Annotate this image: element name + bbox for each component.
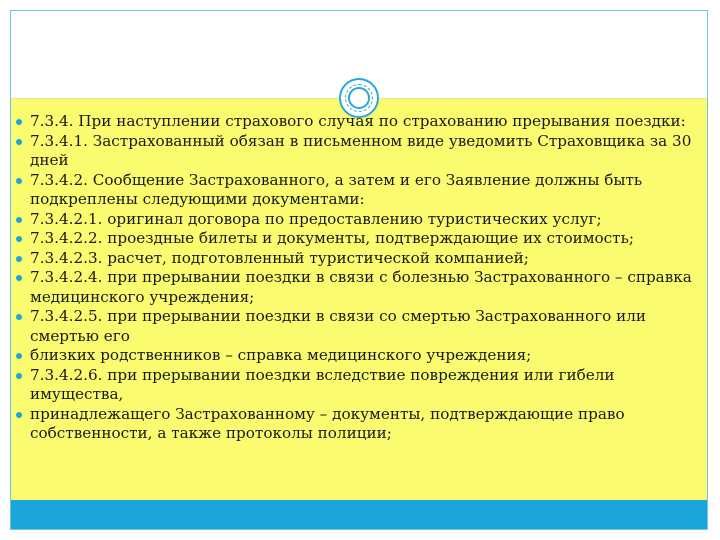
list-item-text: 7.3.4.2.5. при прерывании поездки в связи со смертью Застрахованного или смертью его [30, 307, 647, 345]
bullet-dot-icon [16, 373, 22, 379]
list-item [11, 229, 701, 249]
bullet-dot-icon [16, 314, 22, 320]
bullet-list [11, 112, 701, 444]
list-item [11, 171, 701, 210]
list-item [11, 346, 701, 366]
list-item [11, 405, 701, 444]
list-item-text: 7.3.4.2.1. оригинал договора по предоставлению туристических услуг; [30, 209, 602, 228]
bullet-dot-icon [16, 275, 22, 281]
list-item-text: 7.3.4.2. Сообщение Застрахованного, а затем и его Заявление должны быть подкреплены следующими документами: [30, 170, 643, 208]
footer-bar [11, 500, 707, 529]
bullet-dot-icon [16, 353, 22, 359]
bullet-dot-icon [16, 139, 22, 145]
list-item-text: 7.3.4.2.6. при прерывании поездки вследствие повреждения или гибели имущества, [30, 365, 615, 403]
list-item-text: принадлежащего Застрахованному – документы, подтверждающие право собственности, а также протоколы полиции; [30, 404, 625, 442]
list-item-text: 7.3.4.2.2. проездные билеты и документы, подтверждающие их стоимость; [30, 229, 634, 247]
list-item [11, 112, 701, 132]
bullet-dot-icon [16, 178, 22, 184]
list-item-text: 7.3.4.2.4. при прерывании поездки в связи с болезнью Застрахованного – справка медицинского учреждения; [30, 268, 692, 306]
bullet-dot-icon [16, 217, 22, 223]
list-item [11, 307, 701, 346]
list-item [11, 132, 701, 171]
bullet-dot-icon [16, 236, 22, 242]
list-item [11, 249, 701, 269]
bullet-dot-icon [16, 119, 22, 125]
list-item-text: 7.3.4.2.3. расчет, подготовленный туристической компанией; [30, 248, 529, 267]
list-item-text: 7.3.4.1. Застрахованный обязан в письменном виде уведомить Страховщика за 30 дней [30, 131, 692, 169]
bullet-dot-icon [16, 412, 22, 418]
list-item-text: близких родственников – справка медицинского учреждения; [30, 346, 532, 364]
list-item [11, 210, 701, 230]
list-item [11, 366, 701, 405]
ornament-core-ring [348, 87, 370, 109]
list-item-text: 7.3.4. При наступлении страхового случая по страхованию прерывания поездки: [30, 112, 686, 130]
list-item [11, 268, 701, 307]
bullet-dot-icon [16, 256, 22, 262]
